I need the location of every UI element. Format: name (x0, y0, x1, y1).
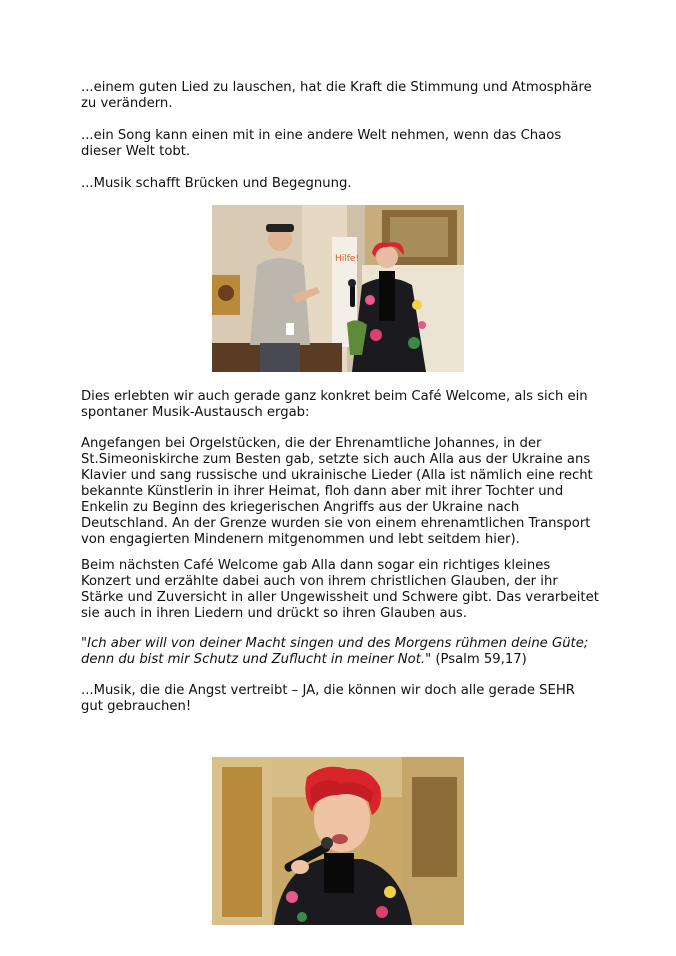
paragraph-alla-story: Angefangen bei Orgelstücken, die der Ehrenamtliche Johannes, in der St.Simeoniskirche zum Besten gab, setzte sich auch Alla aus der Ukraine ans Klavier und sang russische und ukrainische Lieder (Alla ist nämlich eine recht bekannte Künstlerin in ihrer Heimat, floh dann aber mit ihrer Tochter und Enkelin zu Beginn des kriegerischen Angriffs aus der Ukraine nach Deutschland. An der Grenze wurden sie von einem ehrenamtlichen Transport von engagierten Mindenern mitgenommen und lebt seitdem hier). (81, 436, 593, 547)
paragraph-intro: ...einem guten Lied zu lauschen, hat die Kraft die Stimmung und Atmosphäre zu verändern. (81, 80, 592, 111)
paragraph-cafe-welcome: Dies erlebten wir auch gerade ganz konkret beim Café Welcome, als sich ein spontaner Musik-Austausch ergab: (81, 389, 588, 420)
photo-singer (212, 757, 464, 925)
photo-alla-singing (212, 757, 464, 925)
paragraph-closing: ...Musik, die die Angst vertreibt – JA, die können wir doch alle gerade SEHR gut gebrauchen! (81, 683, 575, 714)
photo-church-scene (212, 205, 464, 372)
photo-music-exchange (212, 205, 464, 372)
photo-banner-text: Hilfe! (335, 254, 360, 264)
paragraph-bridges: ...Musik schafft Brücken und Begegnung. (81, 176, 352, 191)
paragraph-psalm (81, 636, 601, 668)
paragraph-song: ...ein Song kann einen mit in eine andere Welt nehmen, wenn das Chaos dieser Welt tobt. (81, 128, 562, 159)
psalm-quote: "Ich aber will von deiner Macht singen und des Morgens rühmen deine Güte; denn du bist mir Schutz und Zuflucht in meiner Not." (81, 636, 589, 667)
paragraph-concert: Beim nächsten Café Welcome gab Alla dann sogar ein richtiges kleines Konzert und erzählte dabei auch von ihrem christlichen Glauben, der ihr Stärke und Zuversicht in aller Ungewissheit und Schwere gibt. Das verarbeitet sie auch in ihren Liedern und drückt so ihren Glauben aus. (81, 558, 599, 621)
psalm-reference: (Psalm 59,17) (431, 652, 527, 667)
